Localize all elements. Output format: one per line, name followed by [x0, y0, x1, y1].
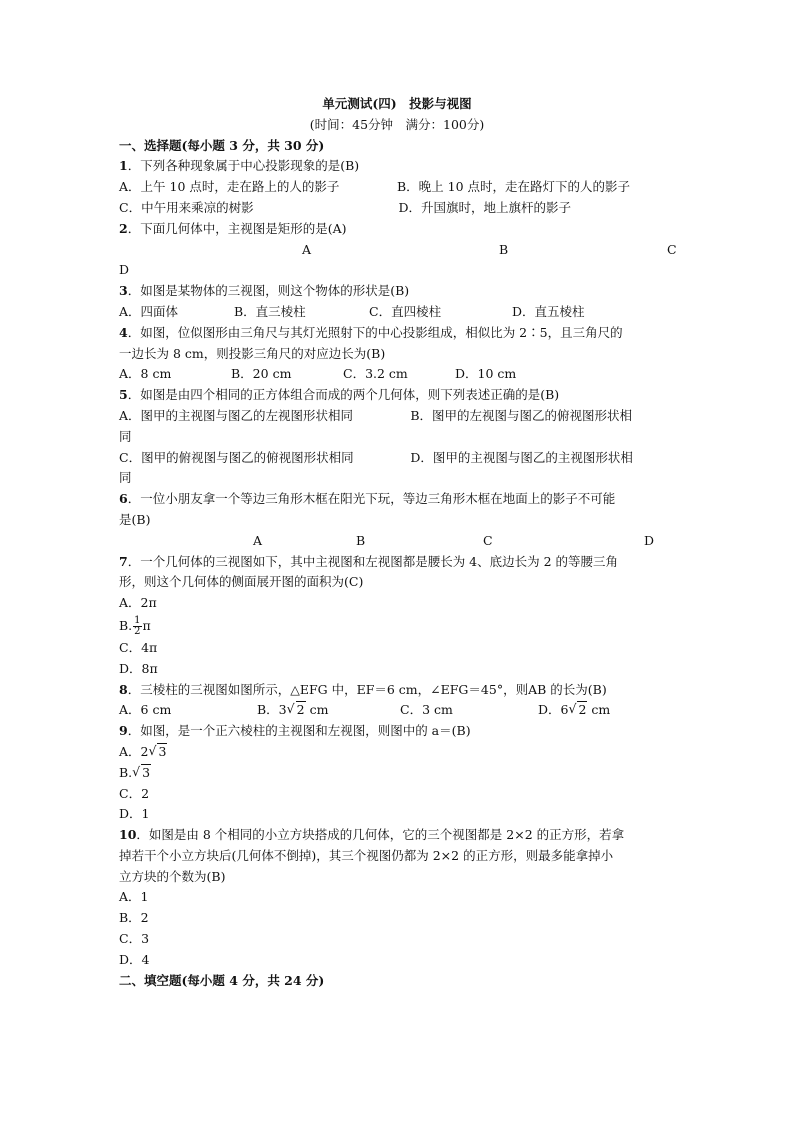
document-page — [119, 94, 675, 991]
option-d: D．4 — [119, 951, 150, 967]
figure-label-c: C — [667, 241, 677, 257]
figure-label-d: D — [119, 262, 130, 278]
options-row — [119, 700, 675, 721]
sqrt-symbol: √ 2 — [287, 700, 306, 721]
options-row — [119, 364, 675, 385]
question-number: 1 — [119, 158, 128, 174]
option-b: B．3√ 2 cm — [257, 700, 400, 721]
option-d: D．直五棱柱 — [512, 303, 585, 319]
option-b: B．2 — [119, 910, 149, 926]
question-5 — [119, 385, 675, 406]
figure-labels-row — [119, 531, 675, 552]
question-number: 9 — [119, 723, 128, 739]
question-1 — [119, 156, 675, 177]
options-row — [119, 198, 675, 219]
page-subtitle: (时间：45分钟 满分：100分) — [309, 116, 485, 132]
question-stem-continued: 一边长为 8 cm，则投影三角尺的对应边长为(B) — [119, 345, 386, 361]
figure-label-c: C — [483, 532, 493, 548]
question-stem: ．如图，位似图形由三角尺与其灯光照射下的中心投影组成，相似比为 2∶5，且三角尺的 — [127, 324, 623, 340]
option-b: B．图甲的左视图与图乙的俯视图形状相 — [410, 407, 633, 423]
option-d: D．图甲的主视图与图乙的主视图形状相 — [410, 449, 633, 465]
question-stem-continued: 掉若干个小立方块后(几何体不倒掉)，其三个视图仍都为 2×2 的正方形，则最多能拿掉小 — [119, 847, 614, 863]
question-stem: ．一个几何体的三视图如下，其中主视图和左视图都是腰长为 4、底边长为 2 的等腰三角 — [127, 553, 619, 569]
option-b: B．直三棱柱 — [234, 303, 306, 319]
question-stem: ．如图是由四个相同的正方体组合而成的两个几何体，则下列表述正确的是(B) — [127, 387, 560, 403]
option-c: C．直四棱柱 — [369, 303, 442, 319]
section-heading-choice: 一、选择题(每小题 3 分，共 30 分) — [119, 137, 325, 153]
option-b-continued: 同 — [119, 428, 132, 444]
option-b: B.√ 3 — [119, 763, 675, 784]
option-c: C．4π — [119, 639, 158, 655]
question-number: 10 — [119, 827, 137, 843]
option-c: C．中午用来乘凉的树影 — [119, 199, 254, 215]
section-heading-fill-in: 二、填空题(每小题 4 分，共 24 分) — [119, 972, 325, 988]
question-number: 2 — [119, 220, 128, 236]
option-d: D．1 — [119, 806, 150, 822]
question-stem-continued: 是(B) — [119, 511, 151, 527]
figure-label-b: B — [356, 532, 366, 548]
question-stem: ．下列各种现象属于中心投影现象的是(B) — [127, 158, 360, 174]
option-d: D．8π — [119, 660, 158, 676]
option-d: D．10 cm — [455, 366, 517, 382]
question-stem-continued: 立方块的个数为(B) — [119, 868, 226, 884]
option-a: A．2√ 3 — [119, 742, 675, 763]
question-number: 8 — [119, 681, 128, 697]
options-row — [119, 177, 675, 198]
question-3 — [119, 281, 675, 302]
question-number: 5 — [119, 387, 128, 403]
question-number: 6 — [119, 491, 128, 507]
option-a: A．2π — [119, 595, 157, 611]
options-row — [119, 448, 675, 469]
sqrt-symbol: √ 3 — [148, 742, 167, 763]
option-a: A．图甲的主视图与图乙的左视图形状相同 — [119, 407, 354, 423]
question-10 — [119, 825, 675, 846]
fraction: $\frac{1}{2}$ — [134, 614, 141, 637]
option-d-continued: 同 — [119, 470, 132, 486]
sqrt-symbol: √ 3 — [132, 763, 151, 784]
question-stem: ．下面几何体中，主视图是矩形的是(A) — [127, 220, 347, 236]
sqrt-symbol: √ 2 — [568, 700, 587, 721]
question-stem: ．如图是某物体的三视图，则这个物体的形状是(B) — [127, 283, 410, 299]
option-c: C．2 — [119, 785, 150, 801]
options-row — [119, 406, 675, 427]
question-8 — [119, 680, 675, 701]
question-stem: ．一位小朋友拿一个等边三角形木框在阳光下玩，等边三角形木框在地面上的影子不可能 — [127, 491, 616, 507]
option-d: D．升国旗时，地上旗杆的影子 — [398, 199, 572, 215]
question-6 — [119, 489, 675, 510]
question-7 — [119, 552, 675, 573]
question-4 — [119, 323, 675, 344]
question-stem: ．如图是由 8 个相同的小立方块搭成的几何体，它的三个视图都是 2×2 的正方形，若拿 — [136, 827, 625, 843]
option-c: C．3 cm — [400, 702, 453, 718]
option-a: A．8 cm — [119, 366, 172, 382]
option-c: C．3.2 cm — [343, 366, 408, 382]
figure-label-a: A — [253, 532, 263, 548]
question-2 — [119, 219, 675, 240]
option-a: A．上午 10 点时，走在路上的人的影子 — [119, 179, 340, 195]
options-row — [119, 302, 675, 323]
figure-label-b: B — [499, 241, 509, 257]
option-a: A．四面体 — [119, 303, 179, 319]
figure-label-a: A — [302, 241, 312, 257]
question-number: 3 — [119, 283, 128, 299]
option-b: B．晚上 10 点时，走在路灯下的人的影子 — [397, 179, 631, 195]
question-9 — [119, 721, 675, 742]
page-title: 单元测试(四) 投影与视图 — [322, 96, 472, 111]
option-d: D．6√ 2 cm — [538, 700, 610, 721]
question-stem: ．如图，是一个正六棱柱的主视图和左视图，则图中的 a＝(B) — [127, 723, 471, 739]
option-c: C．图甲的俯视图与图乙的俯视图形状相同 — [119, 449, 354, 465]
option-b: B．20 cm — [231, 366, 292, 382]
option-a: A．6 cm — [119, 702, 172, 718]
figure-label-d: D — [644, 532, 655, 548]
option-a: A．1 — [119, 889, 149, 905]
option-b: B. $\frac{1}{2}$ π — [119, 614, 151, 637]
figure-labels-row — [119, 240, 675, 261]
question-stem-continued: 形，则这个几何体的侧面展开图的面积为(C) — [119, 574, 364, 590]
question-number: 4 — [119, 324, 128, 340]
question-number: 7 — [119, 553, 128, 569]
question-stem: ．三棱柱的三视图如图所示，△EFG 中，EF＝6 cm，∠EFG＝45°，则AB 的长为(B) — [127, 681, 607, 697]
option-c: C．3 — [119, 931, 150, 947]
